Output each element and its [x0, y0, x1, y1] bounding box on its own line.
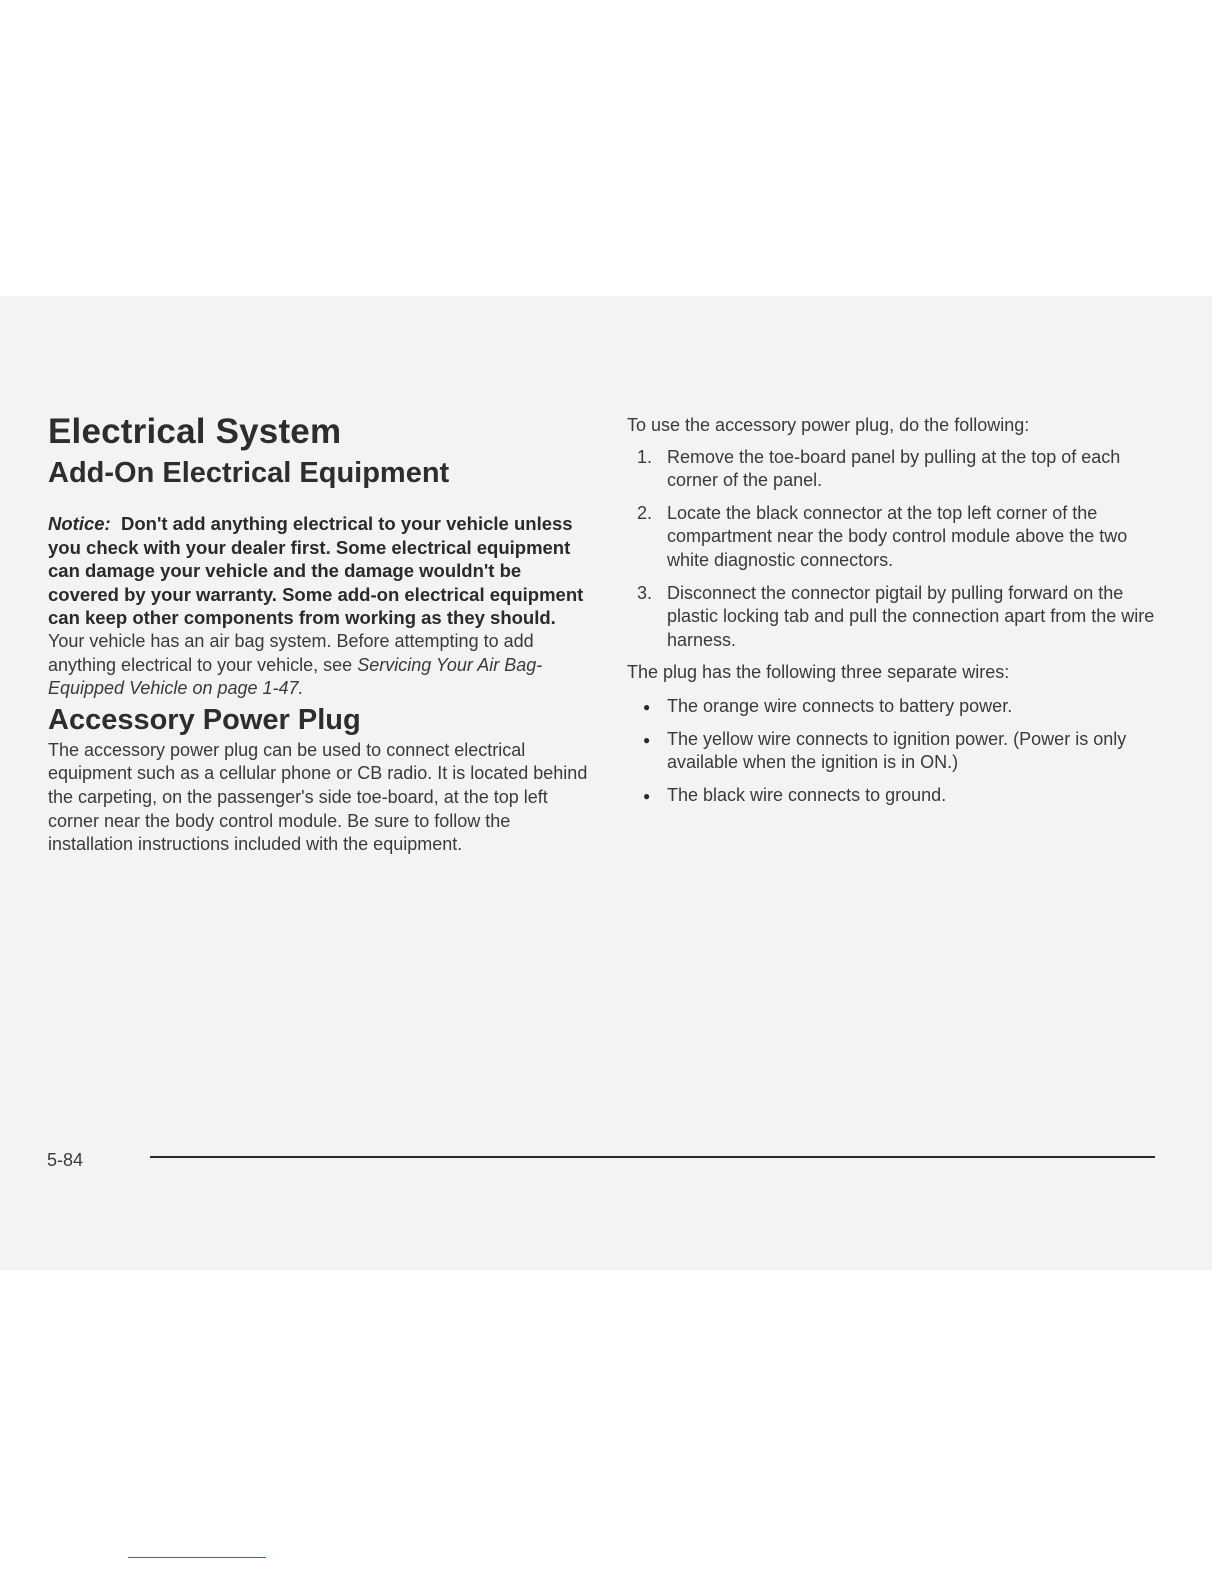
left-column	[48, 410, 588, 857]
wire-text: The yellow wire connects to ignition power. (Power is only available when the ignition is in ON.)	[667, 728, 1127, 773]
wire-item	[627, 728, 1167, 775]
notice-label: Notice:	[48, 513, 111, 534]
wire-item	[627, 695, 1167, 719]
airbag-reference-link[interactable]: Servicing Your Air Bag-Equipped Vehicle on page 1-47.	[48, 654, 543, 699]
step-text: Disconnect the connector pigtail by pulling forward on the plastic locking tab and pull the connection apart from the wire harness.	[667, 582, 1155, 650]
step-item	[627, 446, 1167, 493]
step-text: Locate the black connector at the top left corner of the compartment near the body control module above the two white diagnostic connectors.	[667, 502, 1128, 570]
wires-intro: The plug has the following three separate wires:	[627, 662, 1010, 683]
step-item	[627, 502, 1167, 573]
wire-text: The black wire connects to ground.	[667, 784, 947, 805]
bullet-icon: ●	[643, 788, 651, 803]
addon-equipment-heading: Add-On Electrical Equipment	[48, 457, 450, 489]
wire-item	[627, 784, 1167, 808]
airbag-paragraph	[48, 630, 588, 701]
step-number: 2.	[637, 502, 653, 523]
accessory-plug-heading: Accessory Power Plug	[48, 703, 361, 736]
step-text: Remove the toe-board panel by pulling at the top of each corner of the panel.	[667, 446, 1121, 491]
step-number: 1.	[637, 446, 653, 467]
airbag-text: Your vehicle has an air bag system. Before attempting to add anything electrical to your vehicle, see	[48, 630, 534, 675]
footer-divider	[150, 1156, 1155, 1158]
right-column	[627, 414, 1167, 816]
accessory-plug-paragraph: The accessory power plug can be used to connect electrical equipment such as a cellular phone or CB radio. It is located behind the carpeting, on the passenger's side toe-board, at the top left corner near the body control module. Be sure to follow the installation instructions included with the equipment.	[48, 739, 588, 855]
wire-text: The orange wire connects to battery power.	[667, 695, 1013, 716]
step-number: 3.	[637, 582, 653, 603]
wires-list	[627, 695, 1167, 807]
page-number: 5-84	[47, 1150, 84, 1170]
bullet-icon: ●	[643, 732, 651, 747]
section-title: Electrical System	[48, 412, 342, 451]
procedure-steps	[627, 446, 1167, 653]
bullet-icon: ●	[643, 699, 651, 714]
link-underline	[128, 1557, 266, 1558]
notice-text: Don't add anything electrical to your vehicle unless you check with your dealer first. Some electrical equipment can damage your vehicle and the damage wouldn't be covered by your warranty. Some add-on electrical equipment can keep other components from working as they should.	[48, 513, 584, 629]
notice-block	[48, 512, 588, 630]
step-item	[627, 582, 1167, 653]
procedure-intro: To use the accessory power plug, do the following:	[627, 415, 1030, 435]
